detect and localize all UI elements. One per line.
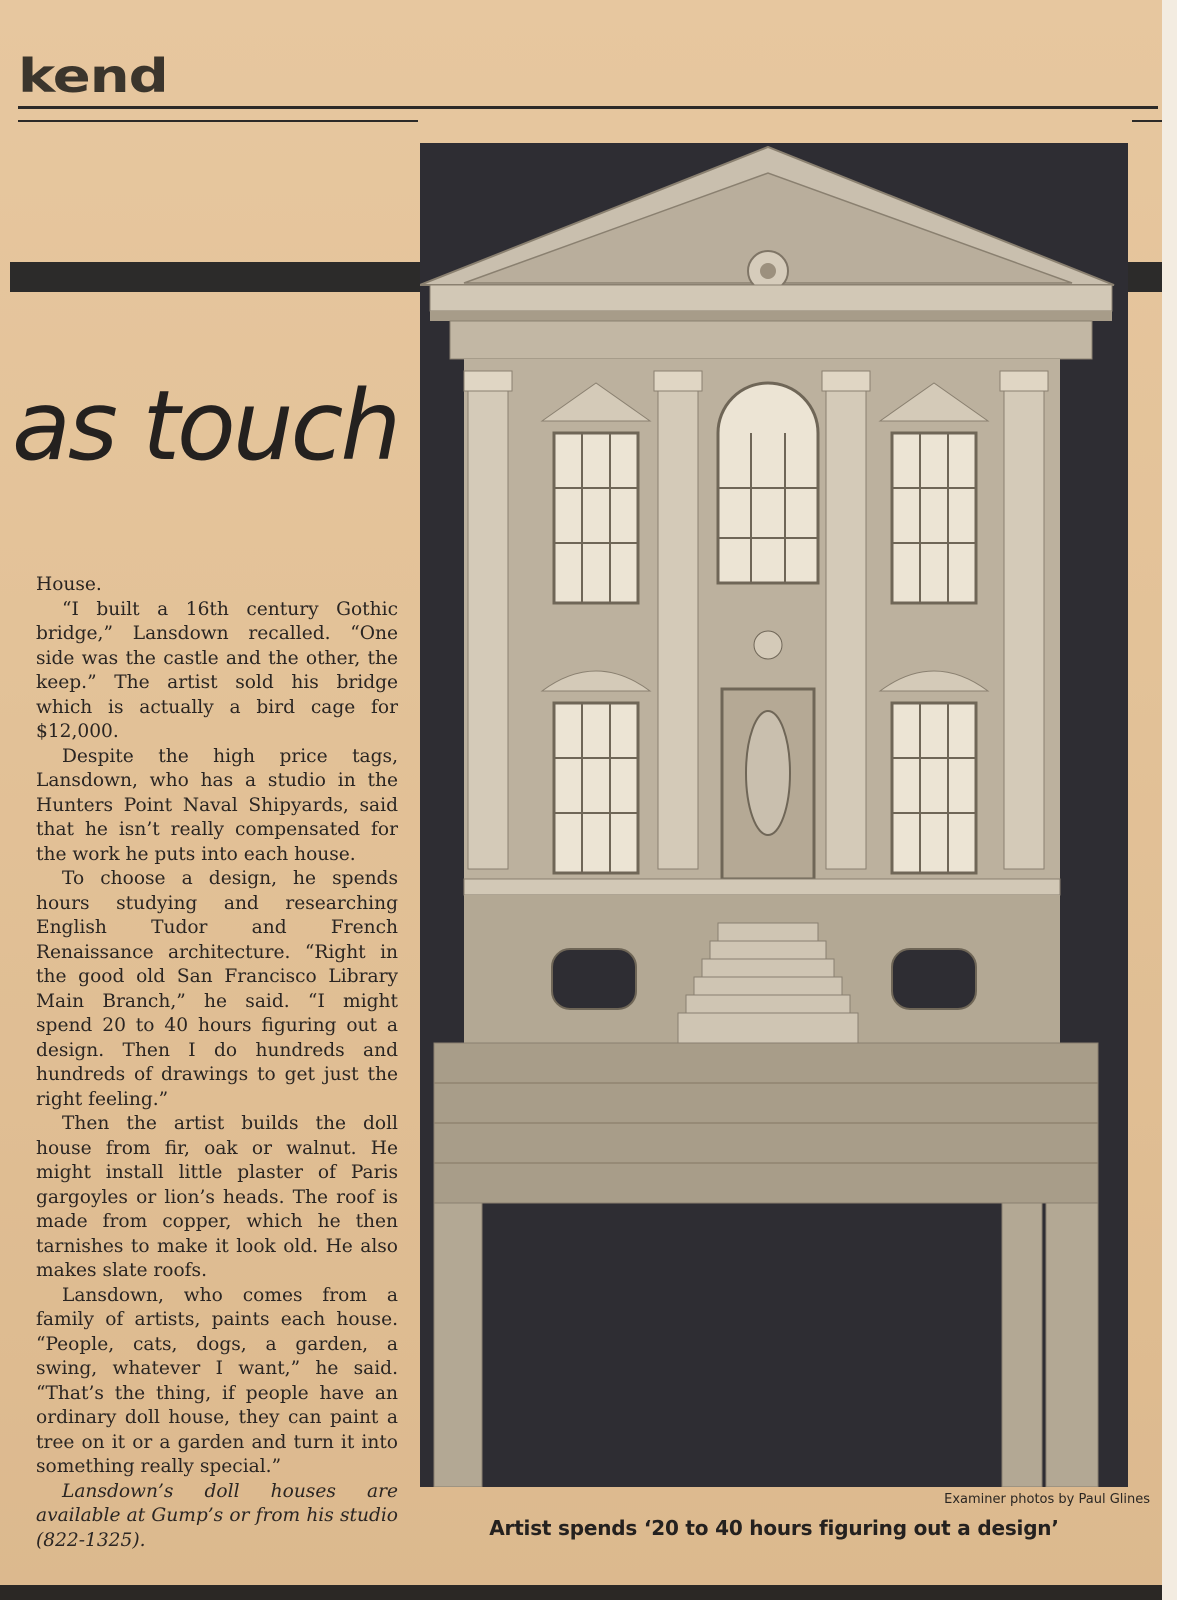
dentil-band bbox=[430, 311, 1112, 321]
article-paragraph: Lansdown, who comes from a family of artists, paints each house. “People, cats, dogs, a garden, a swing, whatever I want,” he said. “That’s the thing, if people have an ordinary doll house, they can paint a tree on it or a garden and turn it into something really special.” bbox=[36, 1284, 398, 1477]
entablature-cornice bbox=[430, 285, 1112, 311]
door-oval-panel bbox=[746, 711, 790, 835]
photo-caption: Artist spends ‘20 to 40 hours figuring out a design’ bbox=[489, 1516, 1059, 1540]
column-rule-right bbox=[1132, 120, 1162, 122]
masthead-rule bbox=[18, 106, 1158, 109]
string-course bbox=[464, 879, 1060, 895]
article-paragraph: Despite the high price tags, Lansdown, who has a studio in the Hunters Point Naval Shipyards, said that he isn’t really compensated for the work he puts into each house. bbox=[36, 745, 398, 865]
section-masthead: kend bbox=[18, 50, 168, 104]
lion-head-ornament bbox=[754, 631, 782, 659]
basement-window-right bbox=[892, 949, 976, 1009]
article-paragraph: “I built a 16th century Gothic bridge,” Lansdown recalled. “One side was the castle and the other, the keep.” The artist sold his bridge which is actually a bird cage for $12,000. bbox=[36, 598, 398, 742]
headline: as touch bbox=[12, 370, 399, 482]
article-paragraph-availability: Lansdown’s doll houses are available at Gump’s or from his studio (822-1325). bbox=[36, 1480, 398, 1551]
stand-leg-right bbox=[1046, 1203, 1098, 1487]
article-paragraph: Then the artist builds the doll house from fir, oak or walnut. He might install little plaster of Paris gargoyles or lion’s heads. The roof is made from copper, which he then tarnishes to make it look old. He also makes slate roofs. bbox=[36, 1113, 398, 1281]
article-column bbox=[36, 573, 398, 1553]
scan-margin bbox=[1162, 0, 1177, 1600]
photo-credit: Examiner photos by Paul Glines bbox=[944, 1492, 1150, 1507]
frieze bbox=[450, 321, 1092, 359]
bottom-border bbox=[0, 1585, 1162, 1600]
dollhouse-photo bbox=[420, 143, 1128, 1487]
dollhouse-illustration bbox=[420, 143, 1128, 1487]
article-paragraph: House. bbox=[36, 574, 102, 595]
medallion-center bbox=[760, 263, 776, 279]
article-paragraph: To choose a design, he spends hours studying and researching English Tudor and French Renaissance architecture. “Right in the good old San Francisco Library Main Branch,” he said. “I might spend 20 to 40 hours figuring out a design. Then I do hundreds and hundreds of drawings to get just the right feeling.” bbox=[36, 868, 398, 1110]
stand-leg-right-inner bbox=[1002, 1203, 1042, 1487]
stand-leg-left bbox=[434, 1203, 482, 1487]
column-rule bbox=[18, 120, 418, 122]
basement-window-left bbox=[552, 949, 636, 1009]
